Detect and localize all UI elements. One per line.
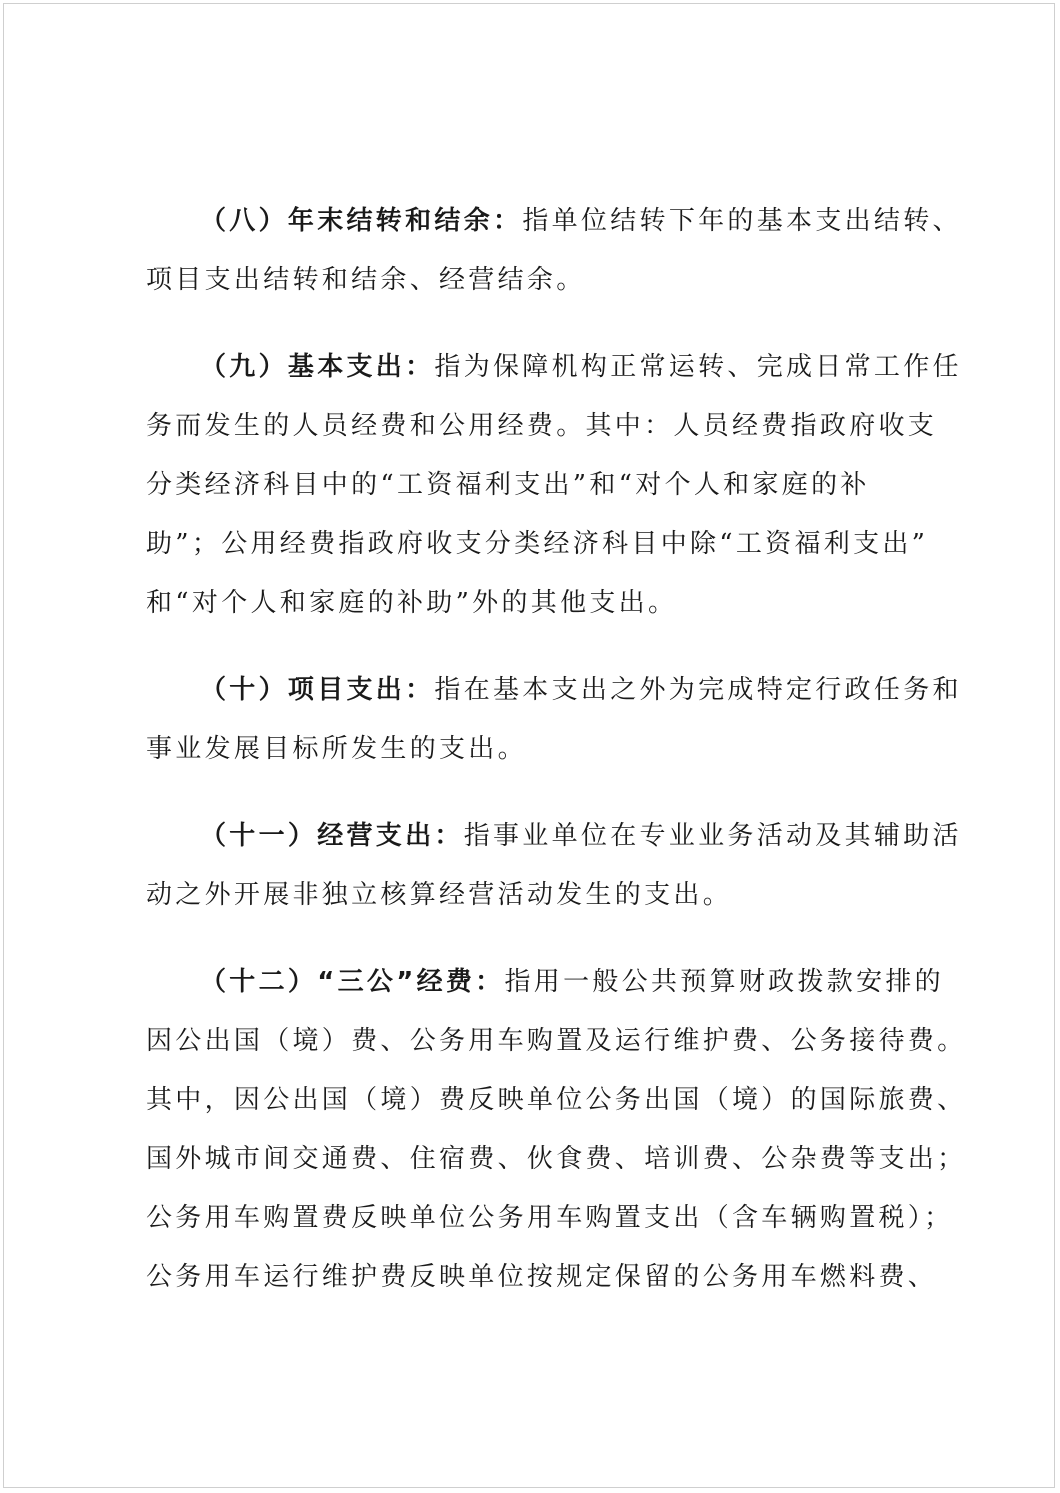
paragraph-line: 和“对个人和家庭的补助”外的其他支出。 bbox=[146, 588, 678, 618]
paragraph-three-public-expenses bbox=[146, 953, 967, 1307]
paragraph-line bbox=[146, 661, 962, 720]
paragraph-project-expenditure bbox=[146, 661, 962, 779]
paragraph-line: 分类经济科目中的“工资福利支出”和“对个人和家庭的补 bbox=[146, 470, 870, 500]
paragraph-line: 国外城市间交通费、住宿费、伙食费、培训费、公杂费等支出； bbox=[146, 1144, 967, 1174]
paragraph-heading: （十一）经营支出： bbox=[200, 821, 464, 851]
paragraph-basic-expenditure bbox=[146, 338, 962, 633]
paragraph-line: 项目支出结转和结余、经营结余。 bbox=[146, 265, 586, 295]
paragraph-line: 助”；公用经费指政府收支分类经济科目中除“工资福利支出” bbox=[146, 529, 929, 559]
paragraph-line: 公务用车购置费反映单位公务用车购置支出（含车辆购置税）； bbox=[146, 1203, 954, 1233]
paragraph-line bbox=[146, 338, 962, 397]
paragraph-line: 动之外开展非独立核算经营活动发生的支出。 bbox=[146, 880, 733, 910]
paragraph-line: 事业发展目标所发生的支出。 bbox=[146, 734, 527, 764]
paragraph-year-end-carryover bbox=[146, 192, 962, 310]
paragraph-heading: （十二）“三公”经费： bbox=[200, 967, 505, 997]
paragraph-text: 指单位结转下年的基本支出结转、 bbox=[522, 206, 962, 236]
paragraph-line: 因公出国（境）费、公务用车购置及运行维护费、公务接待费。 bbox=[146, 1026, 967, 1056]
paragraph-text: 指事业单位在专业业务活动及其辅助活 bbox=[463, 821, 962, 851]
paragraph-operating-expenditure bbox=[146, 807, 962, 925]
paragraph-line bbox=[146, 807, 962, 866]
paragraph-line: 公务用车运行维护费反映单位按规定保留的公务用车燃料费、 bbox=[146, 1262, 938, 1292]
document-body bbox=[146, 192, 967, 1335]
paragraph-text: 指用一般公共预算财政拨款安排的 bbox=[504, 967, 944, 997]
paragraph-line bbox=[146, 192, 962, 251]
paragraph-heading: （八）年末结转和结余： bbox=[200, 206, 523, 236]
paragraph-line: 其中，因公出国（境）费反映单位公务出国（境）的国际旅费、 bbox=[146, 1085, 967, 1115]
paragraph-text: 指在基本支出之外为完成特定行政任务和 bbox=[434, 675, 962, 705]
paragraph-heading: （十）项目支出： bbox=[200, 675, 435, 705]
paragraph-heading: （九）基本支出： bbox=[200, 352, 435, 382]
paragraph-line: 务而发生的人员经费和公用经费。其中：人员经费指政府收支 bbox=[146, 411, 938, 441]
paragraph-text: 指为保障机构正常运转、完成日常工作任 bbox=[434, 352, 962, 382]
paragraph-line bbox=[146, 953, 946, 1012]
document-page bbox=[3, 3, 1055, 1488]
